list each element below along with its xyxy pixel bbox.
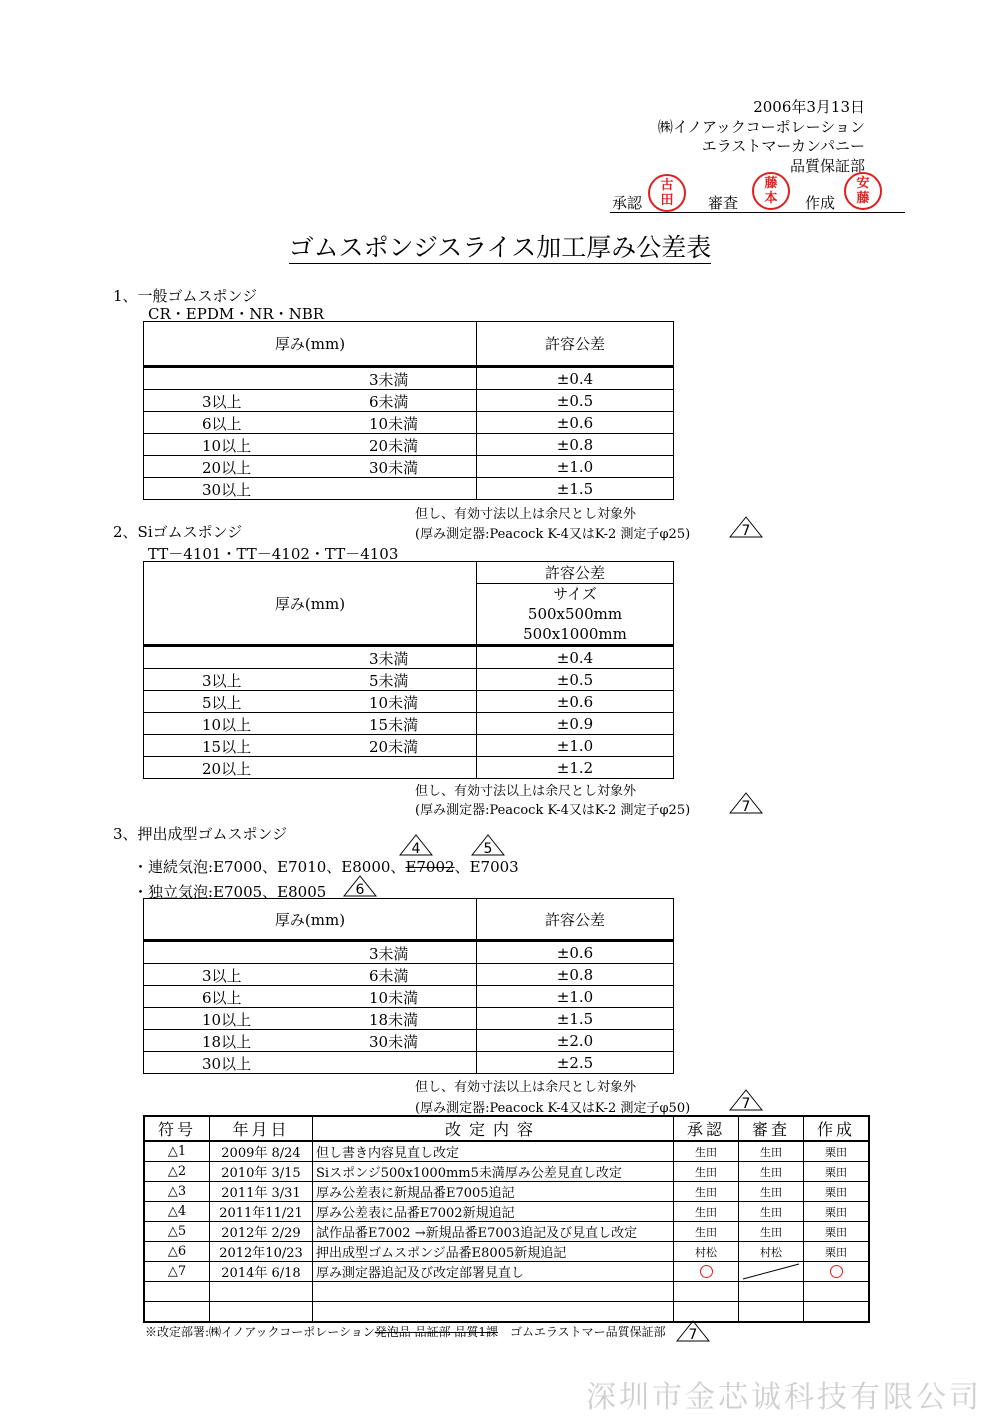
review-cell-crossed [739,1262,804,1282]
col-approve-header: 承認 [674,1116,739,1141]
division-name: エラストマーカンパニー [701,137,865,155]
col-tolerance-header: 許容公差 [477,899,674,941]
revision-triangle-icon [729,1089,763,1111]
section-3-note: 但し、有効寸法以上は余尺とし対象外 [415,1080,637,1095]
section-3-tolerance-table [143,898,674,1074]
section-1-heading: 1、一般ゴムスポンジ [113,287,258,305]
company-name: ㈱イノアックコーポレーション [657,118,865,136]
table-row [144,1302,869,1323]
table-row [144,1282,869,1302]
table-row: 10以上 18未満 ±1.5 [144,1008,674,1030]
section-1-grades: CR・EPDM・NR・NBR [148,305,325,323]
col-author-header: 作成 [804,1116,870,1141]
svg-text:6: 6 [355,882,365,897]
col-mark-header: 符号 [144,1116,210,1141]
svg-text:7: 7 [688,1327,698,1342]
review-seal-stamp: 藤 本 [752,172,790,210]
table-row: 3以上 6未満 ±0.8 [144,964,674,986]
revision-triangle-icon [343,875,377,897]
table-row: 6以上 10未満 ±1.0 [144,986,674,1008]
document-date: 2006年3月13日 [753,98,865,116]
author-seal-icon [830,1265,843,1278]
col-review-header: 審査 [739,1116,804,1141]
section-2-note: 但し、有効寸法以上は余尺とし対象外 [415,784,637,799]
section-2-heading: 2、Siゴムスポンジ [113,523,243,541]
section-2-gauge-note: (厚み測定器:Peacock K-4又はK-2 測定子φ25) [415,803,691,818]
table-row: △7 2014年 6/18 厚み測定器追記及び改定部署見直し [144,1262,869,1282]
table-row: △1 2009年 8/24 但し書き内容見直し改定 生田 生田 栗田 [144,1141,869,1162]
table-row: 30以上 ±1.5 [144,478,674,500]
table-row: △5 2012年 2/29 試作品番E7002 →新規品番E7003追記及び見直し改定 生田 生田 栗田 [144,1222,869,1242]
approval-label: 承認 [612,194,643,212]
author-label: 作成 [805,194,836,212]
table-row: 15以上 20未満 ±1.0 [144,735,674,757]
review-label: 審査 [708,194,739,212]
table-row: △4 2011年11/21 厚み公差表に品番E7002新規追記 生田 生田 栗田 [144,1202,869,1222]
table-row: △6 2012年10/23 押出成型ゴムスポンジ品番E8005新規追記 村松 村松 栗田 [144,1242,869,1262]
revision-triangle-icon [471,834,505,856]
table-row: 18以上 30未満 ±2.0 [144,1030,674,1052]
revision-triangle-icon [729,792,763,814]
revision-department-note: ※改定部署:㈱イノアックコーポレーション発泡品 品証部 品質1課 ゴムエラストマー品質保証部 [145,1325,666,1339]
department-name: 品質保証部 [789,157,865,175]
section-3-heading: 3、押出成型ゴムスポンジ [113,825,288,843]
table-row: 30以上 ±2.5 [144,1052,674,1074]
table-row: 20以上 ±1.2 [144,757,674,779]
svg-text:7: 7 [741,523,751,538]
document-title: ゴムスポンジスライス加工厚み公差表 [288,233,712,262]
revision-triangle-icon [729,516,763,538]
diagonal-strike-icon [739,1262,803,1281]
table-row: 10以上 15未満 ±0.9 [144,713,674,735]
revision-history-table [143,1115,870,1323]
svg-text:7: 7 [741,799,751,814]
section-1-gauge-note: (厚み測定器:Peacock K-4又はK-2 測定子φ25) [415,527,691,542]
table-row: 3未満 ±0.6 [144,941,674,964]
size-header: サイズ 500x500mm 500x1000mm [477,584,674,646]
section-3-gauge-note: (厚み測定器:Peacock K-4又はK-2 測定子φ50) [415,1101,691,1116]
svg-text:7: 7 [741,1096,751,1111]
table-row: 5以上 10未満 ±0.6 [144,691,674,713]
section-1-tolerance-table [143,321,674,500]
continuous-foam-line: ・連続気泡:E7000、E7010、E8000、E7002、E7003 [133,858,519,876]
watermark-text: 深圳市金芯诚科技有限公司 [586,1380,982,1415]
section-1-note: 但し、有効寸法以上は余尺とし対象外 [415,507,637,522]
approval-signature-row [610,172,905,213]
col-thickness-header: 厚み(mm) [144,899,477,941]
table-row: 3未満 ±0.4 [144,646,674,669]
svg-text:4: 4 [411,841,421,856]
approval-seal-stamp: 古 田 [648,174,686,212]
col-thickness-header: 厚み(mm) [144,562,477,646]
table-row: 6以上 10未満 ±0.6 [144,412,674,434]
author-seal-stamp: 安 藤 [844,172,882,210]
table-row: △3 2011年 3/31 厚み公差表に新規品番E7005追記 生田 生田 栗田 [144,1182,869,1202]
closed-foam-line: ・独立気泡:E7005、E8005 [133,883,327,901]
approval-seal-icon [700,1265,713,1278]
table-row: 10以上 20未満 ±0.8 [144,434,674,456]
revision-triangle-icon [676,1320,710,1342]
col-content-header: 改定内容 [313,1116,674,1141]
svg-text:5: 5 [483,841,493,856]
revision-triangle-icon [399,834,433,856]
col-thickness-header: 厚み(mm) [144,322,477,367]
table-row: △2 2010年 3/15 Siスポンジ500x1000mm5未満厚み公差見直し改定 生田 生田 栗田 [144,1162,869,1182]
col-tolerance-header: 許容公差 [477,562,674,584]
table-row: 3以上 5未満 ±0.5 [144,669,674,691]
table-row: 3以上 6未満 ±0.5 [144,390,674,412]
col-date-header: 年月日 [210,1116,313,1141]
col-tolerance-header: 許容公差 [477,322,674,367]
table-row: 3未満 ±0.4 [144,367,674,390]
table-row: 20以上 30未満 ±1.0 [144,456,674,478]
section-2-grades: TT－4101・TT－4102・TT－4103 [148,545,399,563]
section-2-tolerance-table [143,561,674,779]
